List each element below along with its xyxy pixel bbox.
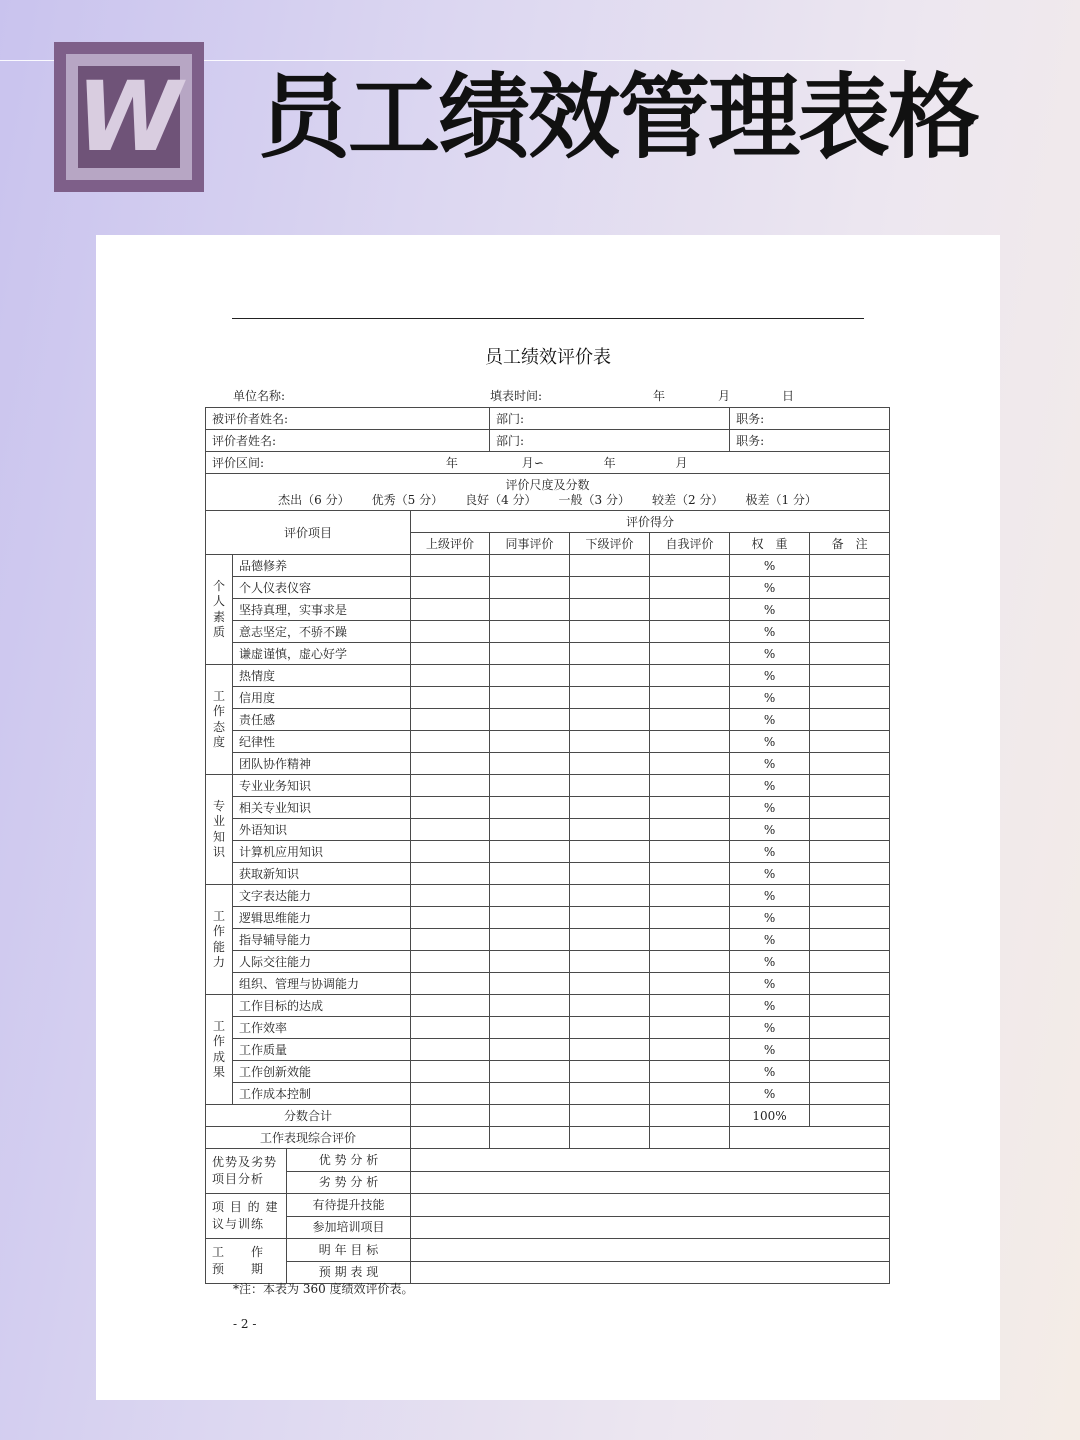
criteria-row (206, 1061, 890, 1083)
total-remark-cell[interactable] (810, 1105, 890, 1127)
score-cell[interactable] (650, 929, 730, 951)
score-cell[interactable] (490, 995, 570, 1017)
score-cell[interactable] (650, 665, 730, 687)
criteria-row (206, 599, 890, 621)
period-to-month: 月 (675, 455, 688, 470)
analysis-sub-labels (287, 1239, 410, 1283)
criteria-item: 工作效率 (233, 1017, 411, 1039)
score-cell[interactable] (490, 577, 570, 599)
criteria-row (206, 797, 890, 819)
analysis-sub-labels (287, 1194, 410, 1238)
remark-cell[interactable] (810, 753, 890, 775)
remark-cell[interactable] (810, 995, 890, 1017)
score-cell[interactable] (411, 995, 490, 1017)
remark-cell[interactable] (810, 643, 890, 665)
score-cell[interactable] (570, 599, 650, 621)
overall-score-cell[interactable] (650, 1127, 730, 1149)
analysis-group-label (206, 1239, 411, 1284)
scale-cell (206, 474, 890, 511)
score-cell[interactable] (490, 709, 570, 731)
overall-label: 工作表现综合评价 (206, 1127, 411, 1149)
evaluation-table (205, 407, 890, 1284)
criteria-row (206, 687, 890, 709)
weight-cell[interactable]: % (730, 621, 810, 643)
evaluee-row (206, 408, 890, 430)
score-cell[interactable] (570, 797, 650, 819)
criteria-row (206, 709, 890, 731)
score-cell[interactable] (650, 1039, 730, 1061)
score-cell[interactable] (411, 665, 490, 687)
weight-cell[interactable]: % (730, 1083, 810, 1105)
analysis-group-text: 优势及劣势项目分析 (206, 1149, 287, 1193)
score-cell[interactable] (570, 665, 650, 687)
score-cell[interactable] (570, 775, 650, 797)
analysis-input-cell[interactable] (411, 1149, 890, 1172)
remark-header: 备 注 (810, 533, 890, 555)
evaluator-dept-field[interactable]: 部门: (490, 430, 730, 452)
score-cell[interactable] (570, 973, 650, 995)
scale-title: 评价尺度及分数 (505, 478, 590, 492)
score-cell[interactable] (411, 643, 490, 665)
criteria-item: 工作创新效能 (233, 1061, 411, 1083)
score-cell[interactable] (650, 1061, 730, 1083)
score-cell[interactable] (490, 731, 570, 753)
score-cell[interactable] (570, 819, 650, 841)
category-label: 工作态度 (206, 665, 233, 775)
weight-cell[interactable]: % (730, 555, 810, 577)
score-cell[interactable] (570, 555, 650, 577)
scale-item: 极差（1 分） (745, 493, 817, 507)
fill-time-label: 填表时间: (490, 389, 543, 403)
score-cell[interactable] (570, 753, 650, 775)
overall-score-cell[interactable] (411, 1127, 490, 1149)
analysis-group-wrap (206, 1239, 410, 1283)
criteria-row (206, 907, 890, 929)
weight-cell[interactable]: % (730, 665, 810, 687)
item-header: 评价项目 (206, 511, 411, 555)
score-cell[interactable] (411, 841, 490, 863)
analysis-input-cell[interactable] (411, 1239, 890, 1262)
banner-title: 员工绩效管理表格 (258, 64, 979, 171)
criteria-row (206, 819, 890, 841)
overall-score-cell[interactable] (570, 1127, 650, 1149)
weight-cell[interactable]: % (730, 731, 810, 753)
score-cell[interactable] (411, 709, 490, 731)
weight-header: 权 重 (730, 533, 810, 555)
score-cell[interactable] (570, 1083, 650, 1105)
analysis-sub-label: 参加培训项目 (312, 1220, 385, 1235)
total-score-cell[interactable] (650, 1105, 730, 1127)
analysis-input-cell[interactable] (411, 1261, 890, 1284)
score-cell[interactable] (411, 775, 490, 797)
criteria-item: 谦虚谨慎，虚心好学 (233, 643, 411, 665)
score-cell[interactable] (570, 951, 650, 973)
score-cell[interactable] (650, 753, 730, 775)
weight-cell[interactable]: % (730, 951, 810, 973)
criteria-item: 品德修养 (233, 555, 411, 577)
period-to-year: 年 (603, 455, 616, 470)
criteria-item: 计算机应用知识 (233, 841, 411, 863)
unit-label: 单位名称: (233, 389, 286, 403)
remark-cell[interactable] (810, 951, 890, 973)
word-logo-icon (54, 42, 204, 192)
criteria-item: 信用度 (233, 687, 411, 709)
score-cell[interactable] (650, 797, 730, 819)
score-cell[interactable] (411, 951, 490, 973)
evaluee-name-field[interactable]: 被评价者姓名: (206, 408, 490, 430)
criteria-row (206, 863, 890, 885)
weight-cell[interactable]: % (730, 863, 810, 885)
category-label: 个人素质 (206, 555, 233, 665)
criteria-row (206, 665, 890, 687)
score-cell[interactable] (650, 951, 730, 973)
score-cell[interactable] (411, 731, 490, 753)
score-cell[interactable] (490, 907, 570, 929)
scale-item: 优秀（5 分） (371, 493, 444, 507)
remark-cell[interactable] (810, 687, 890, 709)
analysis-group-wrap (206, 1149, 410, 1193)
weight-cell[interactable]: % (730, 973, 810, 995)
score-cell[interactable] (411, 929, 490, 951)
criteria-row (206, 885, 890, 907)
criteria-item: 纪律性 (233, 731, 411, 753)
remark-cell[interactable] (810, 819, 890, 841)
weight-cell[interactable]: % (730, 1061, 810, 1083)
weight-cell[interactable]: % (730, 687, 810, 709)
overall-extra-cell[interactable] (730, 1127, 890, 1149)
score-cell[interactable] (490, 643, 570, 665)
criteria-row (206, 995, 890, 1017)
analysis-group-label (206, 1194, 411, 1239)
weight-cell[interactable]: % (730, 643, 810, 665)
criteria-item: 工作质量 (233, 1039, 411, 1061)
score-cell[interactable] (411, 819, 490, 841)
criteria-item: 组织、管理与协调能力 (233, 973, 411, 995)
analysis-sub-labels (287, 1149, 410, 1193)
remark-cell[interactable] (810, 1017, 890, 1039)
weight-cell[interactable]: % (730, 753, 810, 775)
criteria-item: 个人仪表仪容 (233, 577, 411, 599)
fill-day: 日 (782, 389, 795, 403)
score-header: 评价得分 (411, 511, 890, 533)
period-row (206, 452, 890, 474)
remark-cell[interactable] (810, 731, 890, 753)
fill-year: 年 (653, 389, 666, 403)
score-cell[interactable] (570, 731, 650, 753)
remark-cell[interactable] (810, 709, 890, 731)
remark-cell[interactable] (810, 665, 890, 687)
score-cell[interactable] (570, 621, 650, 643)
criteria-item: 指导辅导能力 (233, 929, 411, 951)
remark-cell[interactable] (810, 973, 890, 995)
score-cell[interactable] (490, 1061, 570, 1083)
score-cell[interactable] (650, 819, 730, 841)
score-cell[interactable] (411, 907, 490, 929)
remark-cell[interactable] (810, 929, 890, 951)
score-cell[interactable] (650, 863, 730, 885)
analysis-sub-label: 有待提升技能 (287, 1194, 410, 1217)
analysis-group-text: 工 作 预 期 (206, 1239, 287, 1283)
document-title: 员工绩效评价表 (485, 347, 611, 368)
criteria-item: 意志坚定，不骄不躁 (233, 621, 411, 643)
criteria-item: 逻辑思维能力 (233, 907, 411, 929)
remark-cell[interactable] (810, 775, 890, 797)
score-col-header: 自我评价 (650, 533, 730, 555)
total-label: 分数合计 (206, 1105, 411, 1127)
score-cell[interactable] (650, 555, 730, 577)
criteria-item: 热情度 (233, 665, 411, 687)
remark-cell[interactable] (810, 599, 890, 621)
criteria-item: 坚持真理，实事求是 (233, 599, 411, 621)
weight-cell[interactable]: % (730, 1039, 810, 1061)
criteria-row (206, 753, 890, 775)
score-cell[interactable] (490, 665, 570, 687)
evaluator-row (206, 430, 890, 452)
score-cell[interactable] (490, 555, 570, 577)
score-cell[interactable] (411, 1039, 490, 1061)
scale-item: 杰出（6 分） (278, 493, 350, 507)
score-cell[interactable] (570, 1039, 650, 1061)
criteria-item: 工作目标的达成 (233, 995, 411, 1017)
analysis-sub-label: 劣 势 分 析 (318, 1175, 379, 1190)
score-cell[interactable] (570, 995, 650, 1017)
score-cell[interactable] (490, 753, 570, 775)
total-row (206, 1105, 890, 1127)
score-cell[interactable] (490, 797, 570, 819)
remark-cell[interactable] (810, 907, 890, 929)
criteria-item: 文字表达能力 (233, 885, 411, 907)
category-label: 专业知识 (206, 775, 233, 885)
analysis-sub-label: 优 势 分 析 (287, 1149, 410, 1172)
weight-cell[interactable]: % (730, 1017, 810, 1039)
period-label: 评价区间: (212, 455, 265, 470)
score-cell[interactable] (490, 885, 570, 907)
remark-cell[interactable] (810, 841, 890, 863)
footnote: *注：本表为 360 度绩效评价表。 (233, 1282, 414, 1296)
criteria-item: 团队协作精神 (233, 753, 411, 775)
score-cell[interactable] (490, 1017, 570, 1039)
criteria-row (206, 621, 890, 643)
score-cell[interactable] (490, 841, 570, 863)
score-cell[interactable] (490, 621, 570, 643)
score-cell[interactable] (650, 907, 730, 929)
analysis-row (206, 1194, 890, 1217)
category-label: 工作成果 (206, 995, 233, 1105)
period-from-month: 月∽ (521, 455, 544, 470)
evaluee-position-field[interactable]: 职务: (730, 408, 890, 430)
score-cell[interactable] (490, 1039, 570, 1061)
criteria-row (206, 973, 890, 995)
analysis-group-label (206, 1149, 411, 1194)
analysis-input-cell[interactable] (411, 1216, 890, 1239)
weight-cell[interactable]: % (730, 797, 810, 819)
weight-cell[interactable]: % (730, 929, 810, 951)
logo-letter: W (76, 61, 182, 173)
score-cell[interactable] (650, 1083, 730, 1105)
analysis-input-cell[interactable] (411, 1194, 890, 1217)
score-cell[interactable] (570, 643, 650, 665)
criteria-row (206, 951, 890, 973)
score-cell[interactable] (411, 1083, 490, 1105)
score-cell[interactable] (411, 687, 490, 709)
weight-cell[interactable]: % (730, 819, 810, 841)
criteria-item: 专业业务知识 (233, 775, 411, 797)
score-cell[interactable] (650, 643, 730, 665)
score-cell[interactable] (570, 687, 650, 709)
score-cell[interactable] (650, 885, 730, 907)
criteria-row (206, 1039, 890, 1061)
score-cell[interactable] (490, 1083, 570, 1105)
weight-cell[interactable]: % (730, 709, 810, 731)
analysis-sub-label: 明 年 目 标 (287, 1239, 410, 1262)
criteria-item: 相关专业知识 (233, 797, 411, 819)
score-cell[interactable] (411, 885, 490, 907)
remark-cell[interactable] (810, 1061, 890, 1083)
criteria-row (206, 643, 890, 665)
remark-cell[interactable] (810, 797, 890, 819)
remark-cell[interactable] (810, 555, 890, 577)
analysis-sub-label: 预 期 表 现 (318, 1265, 379, 1280)
overall-row (206, 1127, 890, 1149)
score-cell[interactable] (411, 577, 490, 599)
scale-row (206, 474, 890, 511)
score-cell[interactable] (490, 775, 570, 797)
score-cell[interactable] (411, 1017, 490, 1039)
score-cell[interactable] (570, 907, 650, 929)
total-weight: 100% (730, 1105, 810, 1127)
scale-item: 一般（3 分） (558, 493, 630, 507)
score-cell[interactable] (570, 1017, 650, 1039)
weight-cell[interactable]: % (730, 599, 810, 621)
score-cell[interactable] (411, 863, 490, 885)
period-field[interactable] (206, 452, 890, 474)
scale-item: 良好（4 分） (465, 493, 537, 507)
weight-cell[interactable]: % (730, 907, 810, 929)
fill-month: 月 (718, 389, 731, 403)
score-cell[interactable] (411, 621, 490, 643)
document-page (96, 235, 1000, 1400)
scale-item: 较差（2 分） (651, 493, 724, 507)
score-col-header: 上级评价 (411, 533, 490, 555)
score-cell[interactable] (650, 709, 730, 731)
category-label: 工作能力 (206, 885, 233, 995)
weight-cell[interactable]: % (730, 885, 810, 907)
criteria-row (206, 731, 890, 753)
criteria-row (206, 1017, 890, 1039)
score-col-header: 下级评价 (570, 533, 650, 555)
score-cell[interactable] (650, 731, 730, 753)
weight-cell[interactable]: % (730, 577, 810, 599)
remark-cell[interactable] (810, 1039, 890, 1061)
period-from-year: 年 (445, 455, 458, 470)
score-cell[interactable] (490, 819, 570, 841)
criteria-row (206, 1083, 890, 1105)
score-cell[interactable] (650, 841, 730, 863)
weight-cell[interactable]: % (730, 995, 810, 1017)
score-cell[interactable] (570, 709, 650, 731)
score-cell[interactable] (650, 973, 730, 995)
analysis-row (206, 1149, 890, 1172)
total-score-cell[interactable] (570, 1105, 650, 1127)
criteria-row (206, 929, 890, 951)
evaluee-dept-field[interactable]: 部门: (490, 408, 730, 430)
score-header-row (206, 511, 890, 533)
analysis-input-cell[interactable] (411, 1171, 890, 1194)
score-cell[interactable] (490, 973, 570, 995)
criteria-row (206, 577, 890, 599)
scale-items (206, 493, 889, 507)
score-cell[interactable] (570, 863, 650, 885)
score-cell[interactable] (650, 775, 730, 797)
remark-cell[interactable] (810, 621, 890, 643)
weight-cell[interactable]: % (730, 841, 810, 863)
score-cell[interactable] (570, 885, 650, 907)
criteria-item: 外语知识 (233, 819, 411, 841)
criteria-row (206, 555, 890, 577)
criteria-row (206, 775, 890, 797)
score-cell[interactable] (490, 863, 570, 885)
evaluator-name-field[interactable]: 评价者姓名: (206, 430, 490, 452)
score-cell[interactable] (650, 1017, 730, 1039)
criteria-item: 获取新知识 (233, 863, 411, 885)
score-cell[interactable] (411, 555, 490, 577)
criteria-item: 人际交往能力 (233, 951, 411, 973)
criteria-item: 工作成本控制 (233, 1083, 411, 1105)
criteria-row (206, 841, 890, 863)
score-cell[interactable] (570, 577, 650, 599)
header-rule (232, 318, 864, 319)
score-cell[interactable] (650, 687, 730, 709)
score-cell[interactable] (490, 951, 570, 973)
score-cell[interactable] (570, 1061, 650, 1083)
score-col-header: 同事评价 (490, 533, 570, 555)
remark-cell[interactable] (810, 1083, 890, 1105)
remark-cell[interactable] (810, 885, 890, 907)
total-score-cell[interactable] (490, 1105, 570, 1127)
analysis-group-wrap (206, 1194, 410, 1238)
score-cell[interactable] (411, 599, 490, 621)
score-cell[interactable] (650, 995, 730, 1017)
score-cell[interactable] (650, 577, 730, 599)
overall-score-cell[interactable] (490, 1127, 570, 1149)
score-cell[interactable] (490, 929, 570, 951)
score-cell[interactable] (411, 797, 490, 819)
total-score-cell[interactable] (411, 1105, 490, 1127)
score-cell[interactable] (411, 1061, 490, 1083)
score-cell[interactable] (411, 973, 490, 995)
weight-cell[interactable]: % (730, 775, 810, 797)
analysis-group-text: 项 目 的 建 议与训练 (206, 1194, 287, 1238)
page-number: - 2 - (233, 1317, 257, 1331)
score-cell[interactable] (490, 687, 570, 709)
criteria-item: 责任感 (233, 709, 411, 731)
score-cell[interactable] (650, 621, 730, 643)
remark-cell[interactable] (810, 577, 890, 599)
score-cell[interactable] (650, 599, 730, 621)
score-cell[interactable] (570, 929, 650, 951)
score-cell[interactable] (411, 753, 490, 775)
analysis-row (206, 1239, 890, 1262)
remark-cell[interactable] (810, 863, 890, 885)
evaluator-position-field[interactable]: 职务: (730, 430, 890, 452)
score-cell[interactable] (490, 599, 570, 621)
score-cell[interactable] (570, 841, 650, 863)
